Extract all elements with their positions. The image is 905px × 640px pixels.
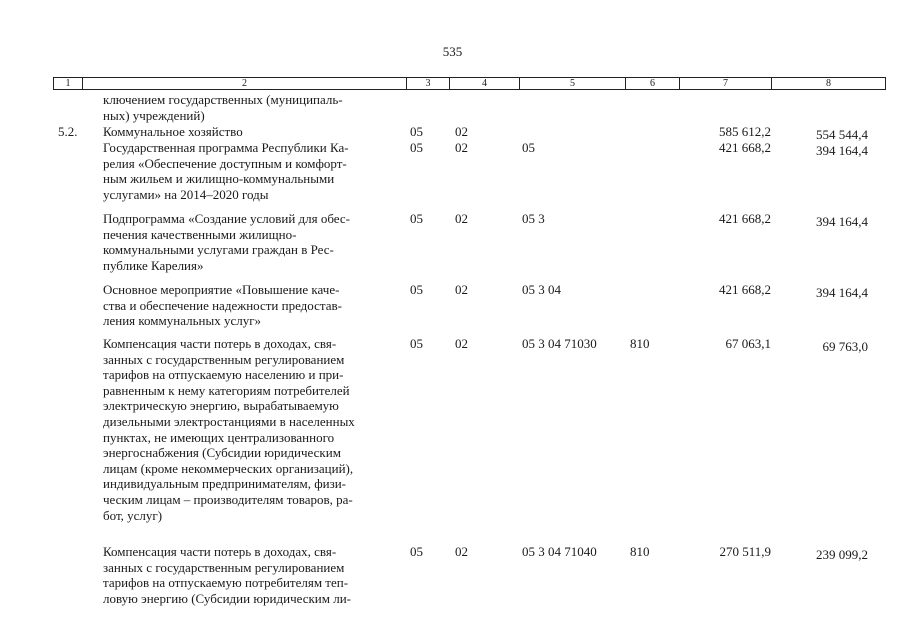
row-section: 05 [410, 544, 423, 559]
row-name-line: лицам (кроме некоммерческих организаций), [103, 460, 354, 476]
row-amount-1: 421 668,2 [719, 211, 771, 226]
row-name-line: Компенсация части потерь в доходах, свя- [103, 336, 337, 351]
row-amount-2: 69 763,0 [822, 339, 868, 354]
row-amount-2: 554 544,4 [816, 127, 868, 142]
row-name [103, 544, 398, 606]
row-name-line: дизельными электростанциями в населенных [103, 413, 355, 429]
row-expense-type: 810 [630, 544, 650, 559]
row-name-line: занных с государственным регулированием [103, 351, 345, 367]
row-subsection: 02 [455, 124, 468, 139]
row-name-line: услугами» на 2014–2020 годы [103, 186, 269, 202]
row-subsection: 02 [455, 282, 468, 297]
row-section: 05 [410, 211, 423, 226]
row-section: 05 [410, 124, 423, 139]
row-name-line: Основное мероприятие «Повышение каче- [103, 282, 340, 297]
row-subsection: 02 [455, 211, 468, 226]
row-name-line: тарифов на отпускаемую населению и при- [103, 367, 344, 383]
header-col-2: 2 [83, 78, 407, 89]
row-name-line: занных с государственным регулированием [103, 559, 345, 575]
row-name-line: электрическую энергию, вырабатываемую [103, 398, 339, 414]
row-target-code: 05 3 04 71040 [522, 544, 597, 559]
row-name-line: ключением государственных (муниципаль- [103, 92, 343, 107]
row-subsection: 02 [455, 140, 468, 155]
row-amount-2: 394 164,4 [816, 143, 868, 158]
row-name [103, 336, 398, 523]
row-target-code: 05 3 04 71030 [522, 336, 597, 351]
row-section: 05 [410, 140, 423, 155]
row-name-line: ным жильем и жилищно-коммунальными [103, 171, 335, 187]
row-name-line: релия «Обеспечение доступным и комфорт- [103, 155, 347, 171]
row-name-line: ления коммунальных услуг» [103, 313, 262, 329]
row-name-line: ных) учреждений) [103, 107, 205, 123]
row-amount-1: 421 668,2 [719, 140, 771, 155]
row-name-line: коммунальными услугами граждан в Рес- [103, 242, 334, 258]
table-header [53, 77, 886, 90]
row-number: 5.2. [58, 124, 78, 139]
row-name [103, 124, 398, 140]
row-amount-1: 421 668,2 [719, 282, 771, 297]
header-col-6: 6 [626, 78, 680, 89]
row-name [103, 140, 398, 202]
row-amount-2: 239 099,2 [816, 547, 868, 562]
row-subsection: 02 [455, 336, 468, 351]
row-name-line: Компенсация части потерь в доходах, свя- [103, 544, 337, 559]
header-col-3: 3 [407, 78, 450, 89]
row-name-line: равненным к нему категориям потребителей [103, 382, 350, 398]
row-target-code: 05 3 [522, 211, 545, 226]
row-amount-1: 270 511,9 [719, 544, 771, 559]
row-name-line: Государственная программа Республики Ка- [103, 140, 349, 155]
row-name-line: Коммунальное хозяйство [103, 124, 243, 139]
header-col-7: 7 [680, 78, 772, 89]
row-amount-2: 394 164,4 [816, 285, 868, 300]
row-amount-1: 585 612,2 [719, 124, 771, 139]
header-col-5: 5 [520, 78, 626, 89]
row-amount-2: 394 164,4 [816, 214, 868, 229]
row-name-line: тарифов на отпускаемую потребителям теп- [103, 575, 349, 591]
row-name-line: печения качественными жилищно- [103, 226, 297, 242]
row-name [103, 211, 398, 273]
row-section: 05 [410, 282, 423, 297]
header-col-4: 4 [450, 78, 520, 89]
row-name-line: энергоснабжения (Субсидии юридическим [103, 445, 341, 461]
row-name-line: бот, услуг) [103, 507, 163, 523]
row-section: 05 [410, 336, 423, 351]
row-expense-type: 810 [630, 336, 650, 351]
row-name-line: публике Карелия» [103, 257, 204, 273]
row-name-line: пунктах, не имеющих централизованного [103, 429, 335, 445]
row-subsection: 02 [455, 544, 468, 559]
row-name [103, 92, 398, 123]
header-col-8: 8 [826, 78, 831, 89]
row-name-line: Подпрограмма «Создание условий для обес- [103, 211, 350, 226]
row-amount-1: 67 063,1 [725, 336, 771, 351]
row-name-line: индивидуальным предпринимателям, физи- [103, 476, 347, 492]
row-name-line: ства и обеспечение надежности предостав- [103, 297, 342, 313]
row-name-line: ловую энергию (Субсидии юридическим ли- [103, 590, 351, 606]
row-target-code: 05 [522, 140, 535, 155]
row-name-line: ческим лицам – производителям товаров, ра- [103, 491, 353, 507]
page-number: 535 [442, 44, 463, 59]
row-target-code: 05 3 04 [522, 282, 561, 297]
row-name [103, 282, 398, 329]
header-col-1: 1 [54, 78, 83, 89]
